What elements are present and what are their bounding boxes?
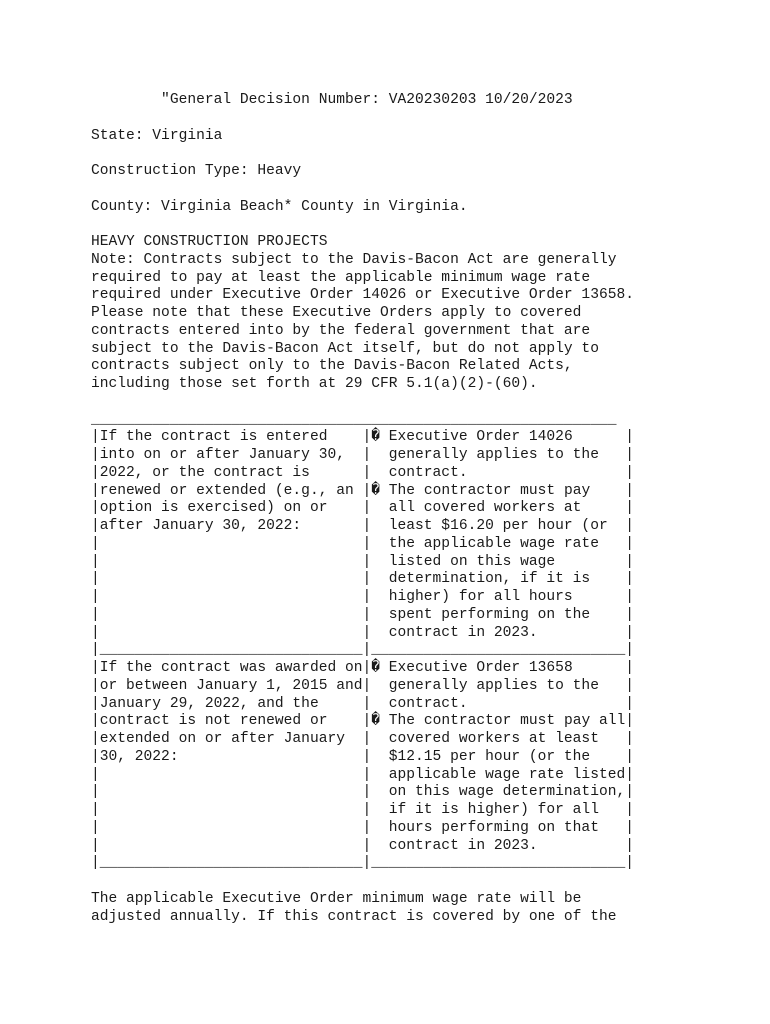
document-line: Construction Type: Heavy bbox=[91, 163, 302, 179]
document-line: contracts subject only to the Davis-Bacon Related Acts, bbox=[91, 358, 573, 375]
document-line: | | contract in 2023. | bbox=[91, 837, 634, 854]
document-line: | | hours performing on that | bbox=[91, 819, 634, 836]
document-line: | | spent performing on the | bbox=[91, 606, 634, 623]
document-line: adjusted annually. If this contract is covered by one of the bbox=[91, 908, 617, 925]
document-line: | | contract in 2023. | bbox=[91, 624, 634, 641]
document-line: subject to the Davis-Bacon Act itself, but do not apply to bbox=[91, 340, 599, 357]
document-line: including those set forth at 29 CFR 5.1(a)(2)-(60). bbox=[91, 376, 538, 392]
document-line: | | on this wage determination,| bbox=[91, 784, 634, 801]
document-line: Please note that these Executive Orders apply to covered bbox=[91, 305, 582, 321]
document-line: ____________________________________________________________ bbox=[91, 411, 617, 428]
document-line: | | higher) for all hours | bbox=[91, 589, 634, 605]
document-line: |contract is not renewed or |� The contractor must pay all| bbox=[91, 713, 635, 730]
document-line: | | the applicable wage rate | bbox=[91, 535, 634, 552]
document-line: |extended on or after January | covered workers at least | bbox=[91, 731, 634, 747]
document-line: State: Virginia bbox=[91, 127, 223, 144]
document-line: required to pay at least the applicable minimum wage rate bbox=[91, 269, 591, 286]
document-line: | | if it is higher) for all | bbox=[91, 802, 634, 818]
document-line: |into on or after January 30, | generally applies to the | bbox=[91, 447, 634, 463]
document-line: | | applicable wage rate listed| bbox=[91, 766, 634, 783]
document-line: The applicable Executive Order minimum wage rate will be bbox=[91, 890, 582, 907]
document-line: |2022, or the contract is | contract. | bbox=[91, 464, 634, 481]
document-line: |January 29, 2022, and the | contract. | bbox=[91, 695, 634, 712]
document-line: "General Decision Number: VA20230203 10/20/2023 bbox=[91, 92, 573, 108]
document-line: | | listed on this wage | bbox=[91, 553, 634, 570]
document-line: Note: Contracts subject to the Davis-Bacon Act are generally bbox=[91, 251, 617, 268]
document-line: contracts entered into by the federal government that are bbox=[91, 322, 591, 339]
document-line: County: Virginia Beach* County in Virginia. bbox=[91, 198, 468, 215]
document-line: |or between January 1, 2015 and| generally applies to the | bbox=[91, 677, 634, 694]
document-text bbox=[91, 92, 761, 926]
document-line: required under Executive Order 14026 or Executive Order 13658. bbox=[91, 287, 634, 304]
document-line: |after January 30, 2022: | least $16.20 per hour (or | bbox=[91, 518, 634, 534]
document-line: |If the contract is entered |� Executive Order 14026 | bbox=[91, 429, 635, 446]
document-line: |______________________________|_____________________________| bbox=[91, 855, 634, 872]
document-line: |______________________________|_____________________________| bbox=[91, 642, 634, 659]
document-page bbox=[91, 92, 761, 926]
document-line: |renewed or extended (e.g., an |� The contractor must pay | bbox=[91, 482, 635, 499]
document-line: HEAVY CONSTRUCTION PROJECTS bbox=[91, 234, 328, 250]
document-line: |If the contract was awarded on|� Executive Order 13658 | bbox=[91, 660, 635, 676]
document-line: |option is exercised) on or | all covered workers at | bbox=[91, 500, 634, 517]
document-line: |30, 2022: | $12.15 per hour (or the | bbox=[91, 748, 634, 765]
document-line: | | determination, if it is | bbox=[91, 571, 634, 588]
